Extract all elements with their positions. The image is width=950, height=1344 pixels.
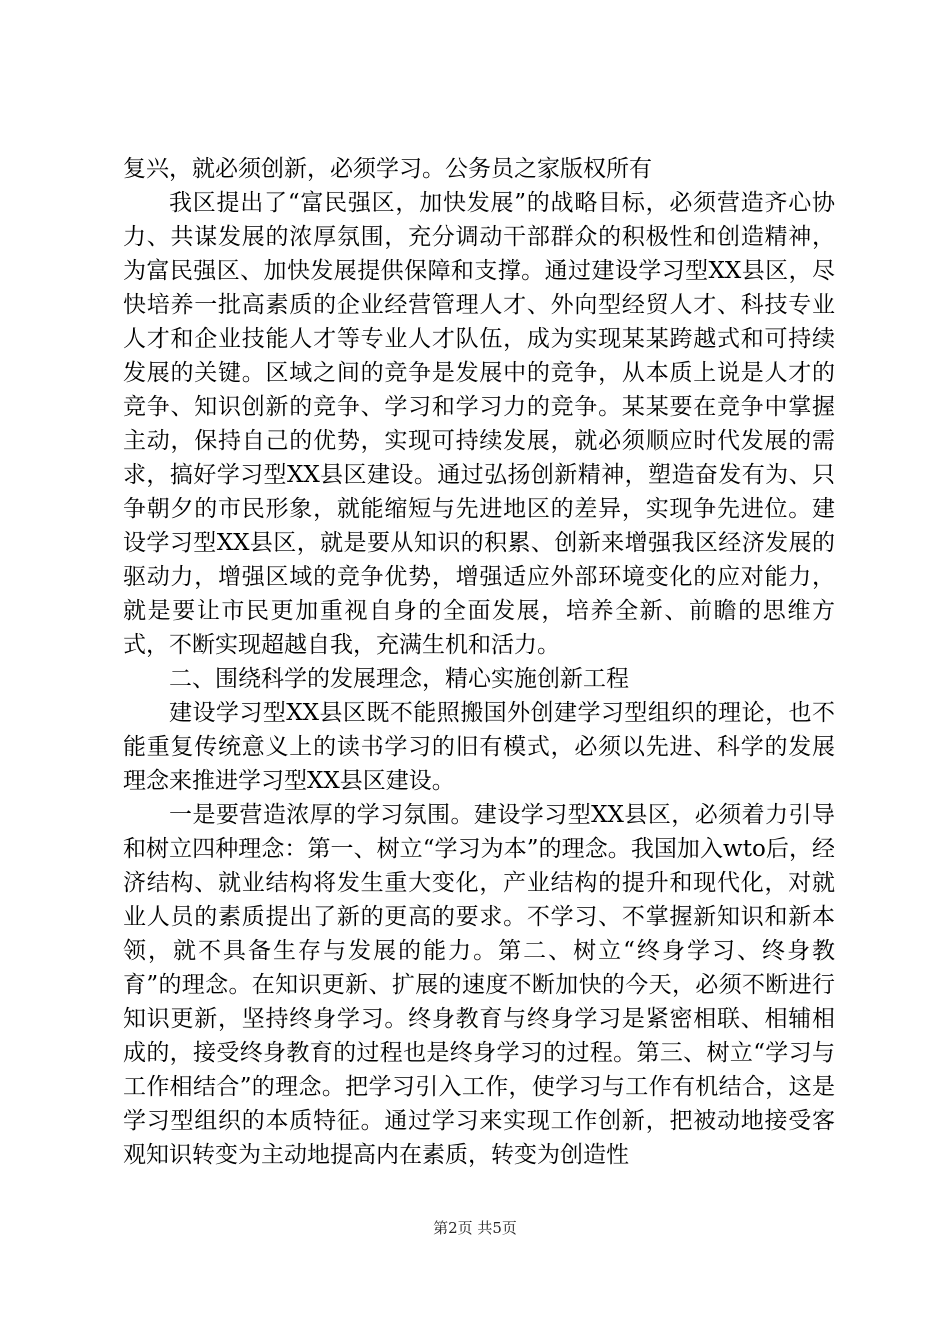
document-body — [123, 152, 835, 1172]
page-number-footer: 第2页 共5页 — [433, 1219, 517, 1237]
paragraph: 我区提出了“富民强区，加快发展”的战略目标，必须营造齐心协力、共谋发展的浓厚氛围，充分调动干部群众的积极性和创造精神，为富民强区、加快发展提供保障和支撑。通过建设学习型XX县区，尽快培养一批高素质的企业经营管理人才、外向型经贸人才、科技专业人才和企业技能人才等专业人才队伍，成为实现某某跨越式和可持续发展的关键。区域之间的竞争是发展中的竞争，从本质上说是人才的竞争、知识创新的竞争、学习和学习力的竞争。某某要在竞争中掌握主动，保持自己的优势，实现可持续发展，就必须顺应时代发展的需求，搞好学习型XX县区建设。通过弘扬创新精神，塑造奋发有为、只争朝夕的市民形象，就能缩短与先进地区的差异，实现争先进位。建设学习型XX县区，就是要从知识的积累、创新来增强我区经济发展的驱动力，增强区域的竞争优势，增强适应外部环境变化的应对能力，就是要让市民更加重视自身的全面发展，培养全新、前瞻的思维方式，不断实现超越自我，充满生机和活力。 — [123, 190, 835, 658]
section-heading: 二、围绕科学的发展理念，精心实施创新工程 — [169, 666, 629, 692]
paragraph: 一是要营造浓厚的学习氛围。建设学习型XX县区，必须着力引导和树立四种理念：第一、树立“学习为本”的理念。我国加入wto后，经济结构、就业结构将发生重大变化，产业结构的提升和现代化，对就业人员的素质提出了新的更高的要求。不学习、不掌握新知识和新本领，就不具备生存与发展的能力。第二、树立“终身学习、终身教育”的理念。在知识更新、扩展的速度不断加快的今天，必须不断进行知识更新，坚持终身学习。终身教育与终身学习是紧密相联、相辅相成的，接受终身教育的过程也是终身学习的过程。第三、树立“学习与工作相结合”的理念。把学习引入工作，使学习与工作有机结合，这是学习型组织的本质特征。通过学习来实现工作创新，把被动地接受客观知识转变为主动地提高内在素质，转变为创造性 — [123, 802, 835, 1168]
paragraph: 复兴，就必须创新，必须学习。公务员之家版权所有 — [123, 156, 652, 182]
paragraph: 建设学习型XX县区既不能照搬国外创建学习型组织的理论，也不能重复传统意义上的读书学习的旧有模式，必须以先进、科学的发展理念来推进学习型XX县区建设。 — [123, 700, 835, 794]
